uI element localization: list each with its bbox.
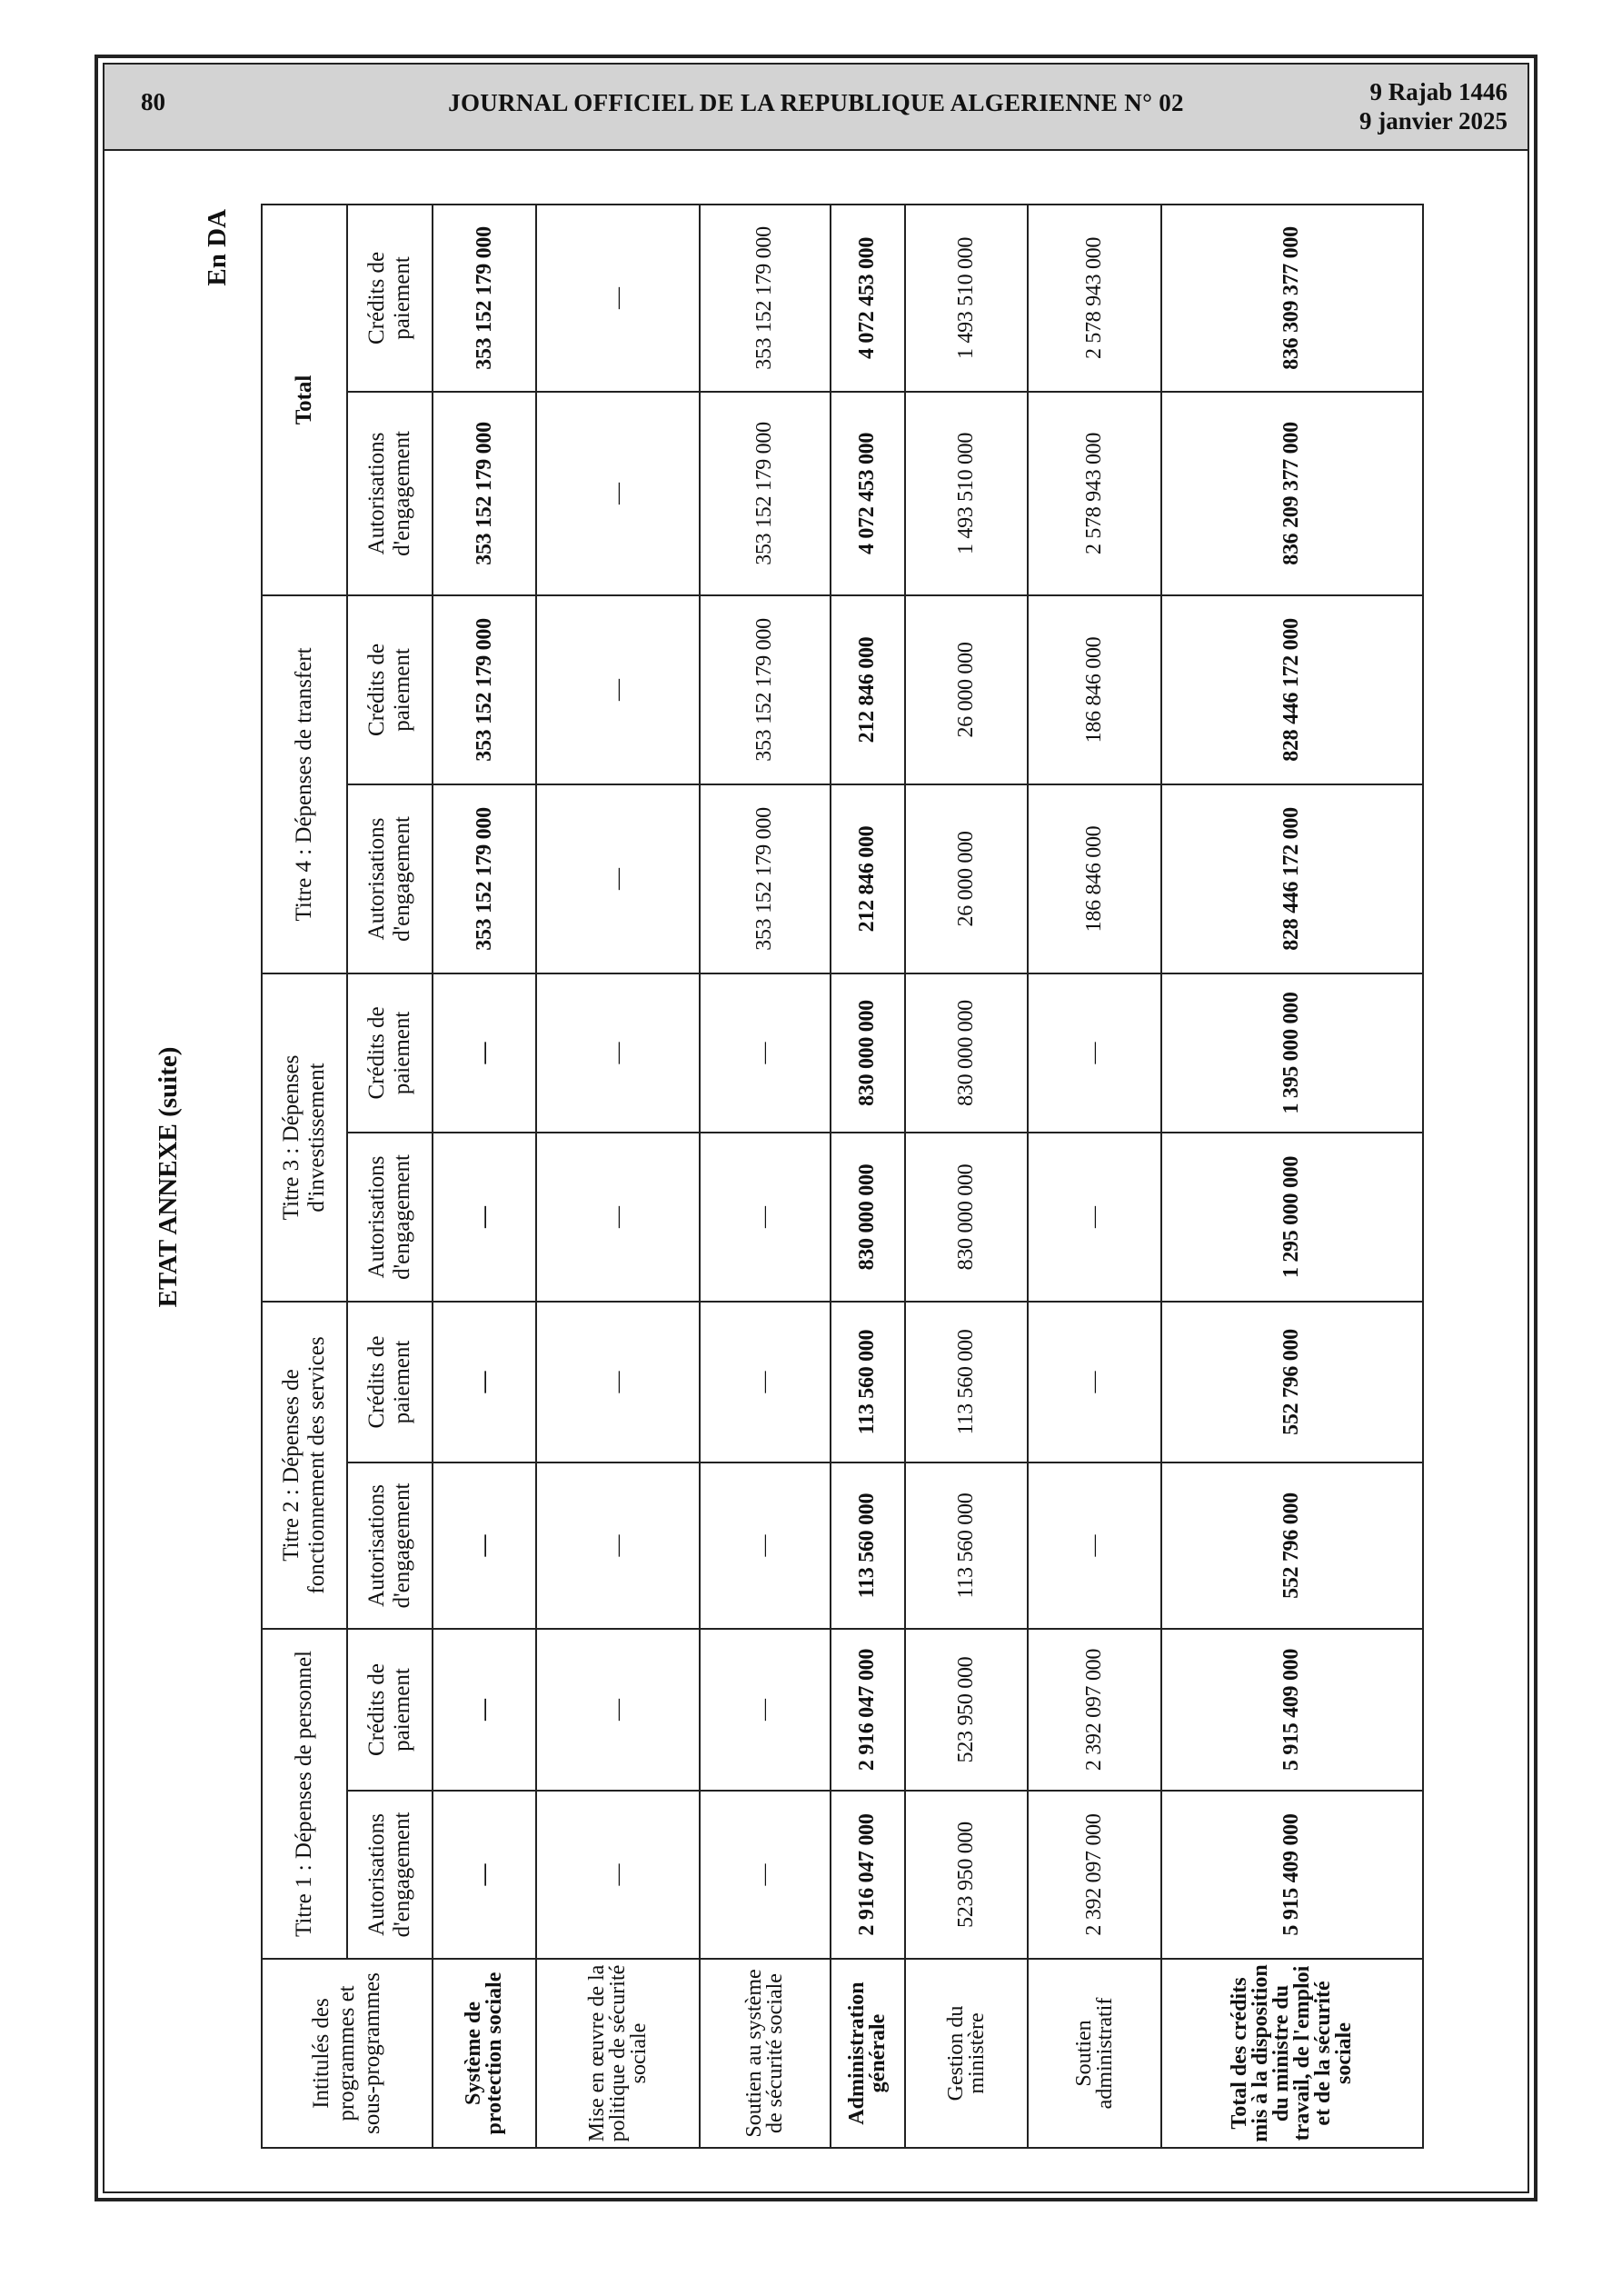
value-cell: — (536, 392, 700, 595)
row-label: Système de protection sociale (433, 1959, 536, 2148)
value-cell: 828 446 172 000 (1161, 595, 1423, 784)
table-row (1161, 205, 1423, 2148)
value-cell: — (433, 1302, 536, 1462)
currency-unit: En DA (203, 209, 232, 286)
publication-date (1359, 77, 1508, 135)
value-cell: 5 915 409 000 (1161, 1629, 1423, 1791)
value-cell: — (536, 1791, 700, 1959)
table-body (433, 205, 1423, 2148)
subheader-cp: Crédits de paiement (347, 205, 433, 392)
group-header-total: Total (262, 205, 347, 595)
programme-header: Intitulés des programmes et sous-programmes (262, 1959, 433, 2148)
value-cell: — (536, 1462, 700, 1629)
value-cell: 2 392 097 000 (1028, 1629, 1161, 1791)
value-cell: 113 560 000 (905, 1302, 1028, 1462)
value-cell: 353 152 179 000 (433, 595, 536, 784)
table-row (831, 205, 905, 2148)
group-header-titre2: Titre 2 : Dépenses de fonctionnement des services (262, 1302, 347, 1629)
value-cell: 113 560 000 (905, 1462, 1028, 1629)
value-cell: 353 152 179 000 (700, 595, 831, 784)
page-number: 80 (141, 88, 165, 115)
rotated-annex (154, 205, 1424, 2149)
value-cell: 186 846 000 (1028, 595, 1161, 784)
value-cell: — (536, 1302, 700, 1462)
subheader-ae: Autorisations d'engagement (347, 1462, 433, 1629)
value-cell: — (536, 595, 700, 784)
row-label: Soutien administratif (1028, 1959, 1161, 2148)
value-cell: 353 152 179 000 (433, 392, 536, 595)
date-gregorian: 9 janvier 2025 (1359, 107, 1508, 135)
value-cell: 5 915 409 000 (1161, 1791, 1423, 1959)
value-cell: 26 000 000 (905, 595, 1028, 784)
value-cell: 552 796 000 (1161, 1302, 1423, 1462)
value-cell: 552 796 000 (1161, 1462, 1423, 1629)
table-row (536, 205, 700, 2148)
row-label: Soutien au système de sécurité sociale (700, 1959, 831, 2148)
value-cell: 830 000 000 (831, 1133, 905, 1302)
subheader-cp: Crédits de paiement (347, 973, 433, 1133)
value-cell: 113 560 000 (831, 1302, 905, 1462)
row-label: Gestion du ministère (905, 1959, 1028, 2148)
value-cell: — (433, 1462, 536, 1629)
value-cell: 2 578 943 000 (1028, 205, 1161, 392)
subheader-row (347, 205, 433, 2148)
value-cell: 4 072 453 000 (831, 392, 905, 595)
value-cell: 1 395 000 000 (1161, 973, 1423, 1133)
value-cell: 1 295 000 000 (1161, 1133, 1423, 1302)
value-cell: — (433, 1629, 536, 1791)
value-cell: — (536, 784, 700, 973)
value-cell: 1 493 510 000 (905, 392, 1028, 595)
subheader-cp: Crédits de paiement (347, 1629, 433, 1791)
value-cell: — (1028, 973, 1161, 1133)
table-row (1028, 205, 1161, 2148)
value-cell: — (536, 1629, 700, 1791)
value-cell: — (536, 205, 700, 392)
value-cell: 353 152 179 000 (433, 784, 536, 973)
value-cell: — (1028, 1133, 1161, 1302)
value-cell: — (700, 1629, 831, 1791)
annex-title: ETAT ANNEXE (suite) (154, 1046, 183, 1308)
value-cell: — (1028, 1302, 1161, 1462)
value-cell: 830 000 000 (905, 1133, 1028, 1302)
value-cell: 836 209 377 000 (1161, 392, 1423, 595)
value-cell: — (700, 973, 831, 1133)
value-cell: 26 000 000 (905, 784, 1028, 973)
value-cell: — (536, 1133, 700, 1302)
value-cell: 2 392 097 000 (1028, 1791, 1161, 1959)
subheader-ae: Autorisations d'engagement (347, 1791, 433, 1959)
value-cell: — (700, 1302, 831, 1462)
value-cell: 113 560 000 (831, 1462, 905, 1629)
subheader-ae: Autorisations d'engagement (347, 1133, 433, 1302)
value-cell: 523 950 000 (905, 1629, 1028, 1791)
subheader-cp: Crédits de paiement (347, 1302, 433, 1462)
value-cell: — (1028, 1462, 1161, 1629)
value-cell: — (700, 1791, 831, 1959)
value-cell: 523 950 000 (905, 1791, 1028, 1959)
value-cell: 830 000 000 (831, 973, 905, 1133)
table-row (700, 205, 831, 2148)
group-header-titre3: Titre 3 : Dépenses d'investissement (262, 973, 347, 1302)
value-cell: 186 846 000 (1028, 784, 1161, 973)
value-cell: 2 916 047 000 (831, 1791, 905, 1959)
value-cell: 1 493 510 000 (905, 205, 1028, 392)
value-cell: — (700, 1133, 831, 1302)
table-row (905, 205, 1028, 2148)
subheader-ae: Autorisations d'engagement (347, 392, 433, 595)
value-cell: 2 578 943 000 (1028, 392, 1161, 595)
date-hijri: 9 Rajab 1446 (1369, 78, 1508, 105)
value-cell: 353 152 179 000 (433, 205, 536, 392)
journal-title: JOURNAL OFFICIEL DE LA REPUBLIQUE ALGERIENNE N° 02 (448, 89, 1184, 116)
value-cell: — (536, 973, 700, 1133)
row-label: Total des crédits mis à la disposition du ministre du travail, de l'emploi et de la sécurité sociale (1161, 1959, 1423, 2148)
subheader-cp: Crédits de paiement (347, 595, 433, 784)
value-cell: — (433, 1791, 536, 1959)
value-cell: 4 072 453 000 (831, 205, 905, 392)
value-cell: 353 152 179 000 (700, 205, 831, 392)
budget-table (261, 204, 1424, 2149)
value-cell: 836 309 377 000 (1161, 205, 1423, 392)
row-label: Administration générale (831, 1959, 905, 2148)
value-cell: 830 000 000 (905, 973, 1028, 1133)
value-cell: 353 152 179 000 (700, 392, 831, 595)
value-cell: — (433, 973, 536, 1133)
row-label: Mise en œuvre de la politique de sécurité sociale (536, 1959, 700, 2148)
value-cell: — (433, 1133, 536, 1302)
value-cell: 2 916 047 000 (831, 1629, 905, 1791)
value-cell: — (700, 1462, 831, 1629)
value-cell: 828 446 172 000 (1161, 784, 1423, 973)
value-cell: 212 846 000 (831, 595, 905, 784)
value-cell: 353 152 179 000 (700, 784, 831, 973)
value-cell: 212 846 000 (831, 784, 905, 973)
journal-header (104, 65, 1527, 151)
group-header-titre4: Titre 4 : Dépenses de transfert (262, 595, 347, 973)
group-header-titre1: Titre 1 : Dépenses de personnel (262, 1629, 347, 1959)
subheader-ae: Autorisations d'engagement (347, 784, 433, 973)
table-row (433, 205, 536, 2148)
